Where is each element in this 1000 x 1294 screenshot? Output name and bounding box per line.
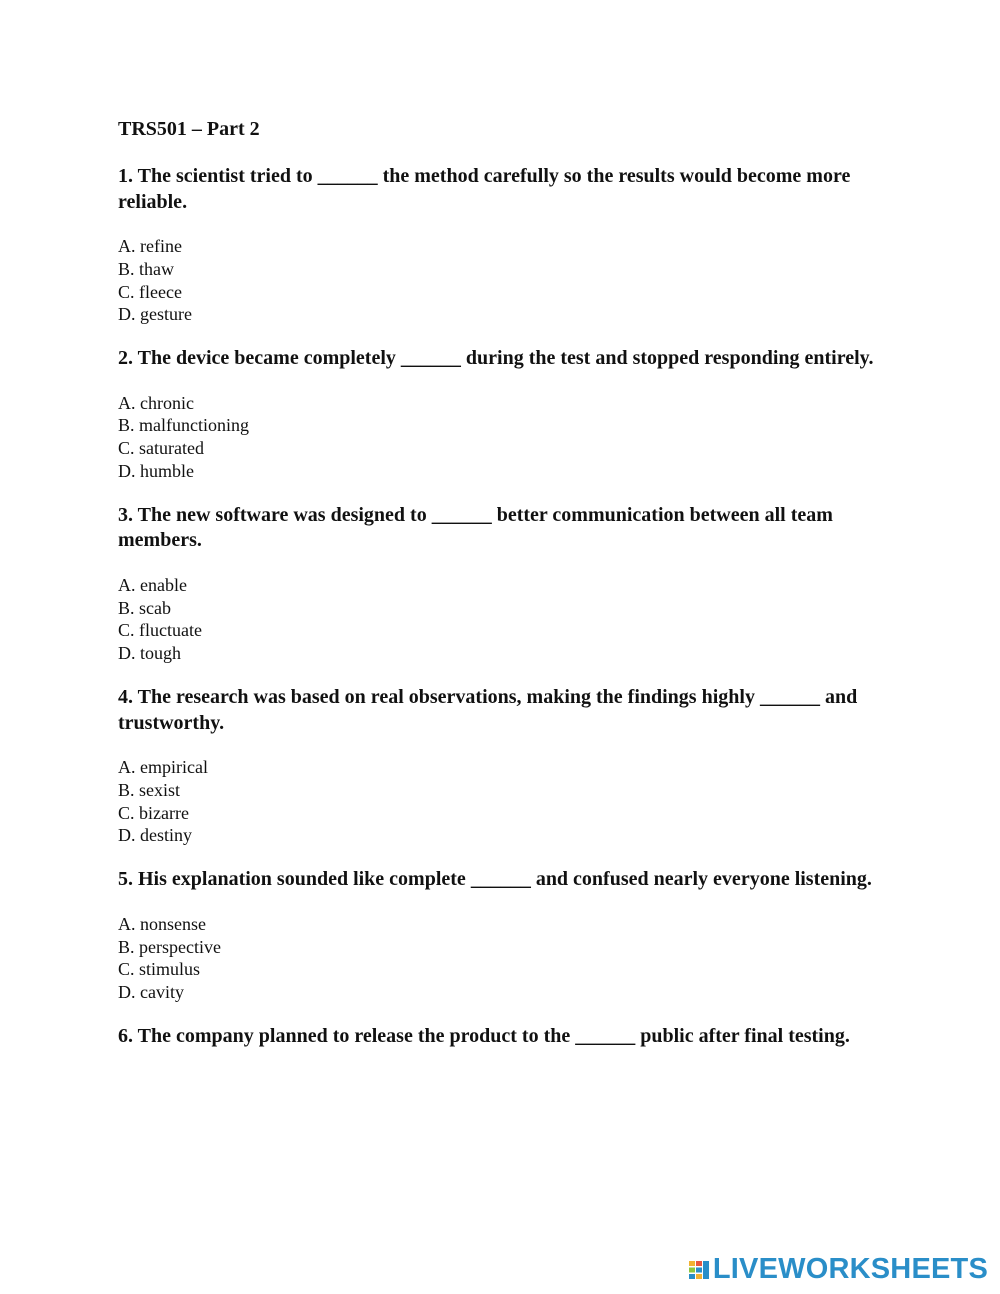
question-6 (118, 1024, 888, 1050)
answer-option: A. nonsense (118, 913, 206, 934)
answer-options (118, 756, 888, 847)
question-2 (118, 346, 888, 483)
answer-option: A. enable (118, 574, 187, 595)
question-text: 5. His explanation sounded like complete ______ and confused nearly everyone listening. (118, 868, 872, 891)
question-text: 2. The device became completely ______ during the test and stopped responding entirely. (118, 347, 874, 370)
answer-option: C. saturated (118, 438, 204, 459)
answer-options (118, 235, 888, 326)
answer-option: C. bizarre (118, 802, 189, 823)
answer-option: B. malfunctioning (118, 415, 249, 436)
answer-option: B. sexist (118, 779, 181, 800)
answer-option: A. empirical (118, 757, 208, 778)
answer-option: D. tough (118, 643, 181, 664)
question-text: 3. The new software was designed to ______ better communication between all team members. (118, 503, 833, 552)
answer-option: B. scab (118, 597, 171, 618)
answer-option: D. destiny (118, 825, 192, 846)
answer-option: D. gesture (118, 304, 192, 325)
question-1 (118, 164, 888, 326)
answer-option: D. humble (118, 461, 194, 482)
question-4 (118, 685, 888, 847)
worksheet-page (118, 117, 888, 1069)
question-text: 1. The scientist tried to ______ the method carefully so the results would become more reliable. (118, 165, 851, 213)
liveworksheets-logo-icon (688, 1259, 710, 1281)
question-5 (118, 867, 888, 1004)
answer-option: B. perspective (118, 936, 221, 957)
answer-option: A. chronic (118, 392, 194, 413)
answer-options (118, 913, 888, 1004)
answer-option: A. refine (118, 236, 182, 256)
answer-options (118, 574, 888, 665)
liveworksheets-logo (688, 1255, 988, 1284)
answer-option: C. fluctuate (118, 620, 202, 641)
question-3 (118, 503, 888, 665)
answer-option: C. fleece (118, 281, 182, 302)
question-text: 4. The research was based on real observations, making the findings highly ______ and trustworthy. (118, 686, 858, 734)
answer-options (118, 392, 888, 483)
liveworksheets-logo-text: LIVEWORKSHEETS (712, 1253, 988, 1285)
answer-option: B. thaw (118, 258, 174, 279)
question-text: 6. The company planned to release the product to the ______ public after final testing. (118, 1024, 850, 1047)
page-title: TRS501 – Part 2 (118, 118, 260, 140)
answer-option: C. stimulus (118, 959, 201, 980)
answer-option: D. cavity (118, 982, 184, 1003)
